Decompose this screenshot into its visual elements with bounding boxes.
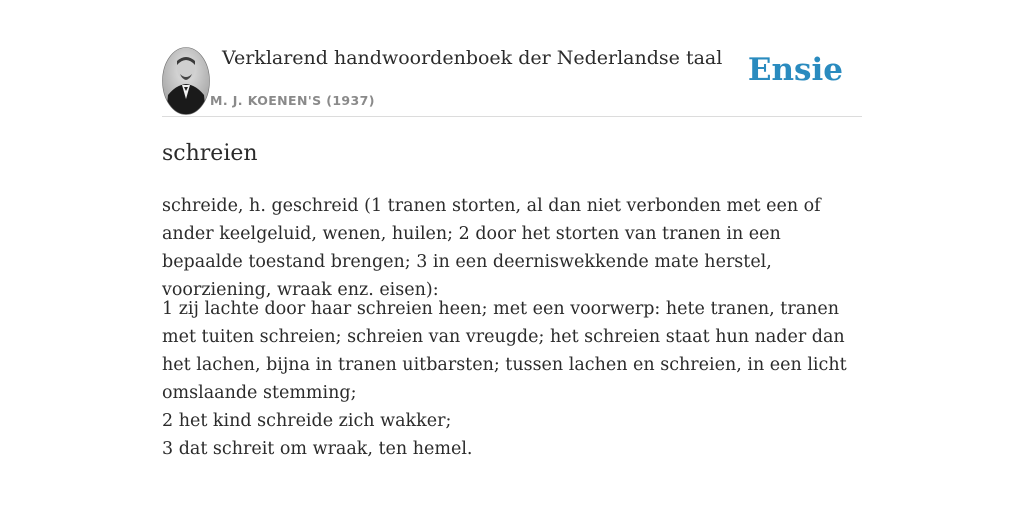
entry-examples: [162, 295, 862, 463]
example-line: 1 zij lachte door haar schreien heen; met een voorwerp: hete tranen, tranen met tuiten schreien; schreien van vreugde; het schreien staat hun nader dan het lachen, bijna in tranen uitbarsten; tussen lachen en schreien, in een licht omslaande stemming;: [162, 299, 847, 403]
dictionary-header: [162, 46, 862, 117]
author-portrait-icon: [162, 47, 210, 115]
example-line: 3 dat schreit om wraak, ten hemel.: [162, 439, 473, 459]
entry-headword: schreien: [162, 141, 258, 166]
dictionary-subtitle: M. J. KOENEN'S (1937): [210, 93, 375, 108]
dictionary-title: Verklarend handwoordenboek der Nederlandse taal: [222, 47, 723, 69]
brand-logo-link[interactable]: Ensie: [747, 52, 843, 88]
entry-definition: schreide, h. geschreid (1 tranen storten, al dan niet verbonden met een of ander keelgeluid, wenen, huilen; 2 door het storten van tranen in een bepaalde toestand brengen; 3 in een deerniswekkende mate herstel, voorziening, wraak enz. eisen):: [162, 196, 821, 300]
example-line: 2 het kind schreide zich wakker;: [162, 411, 452, 431]
